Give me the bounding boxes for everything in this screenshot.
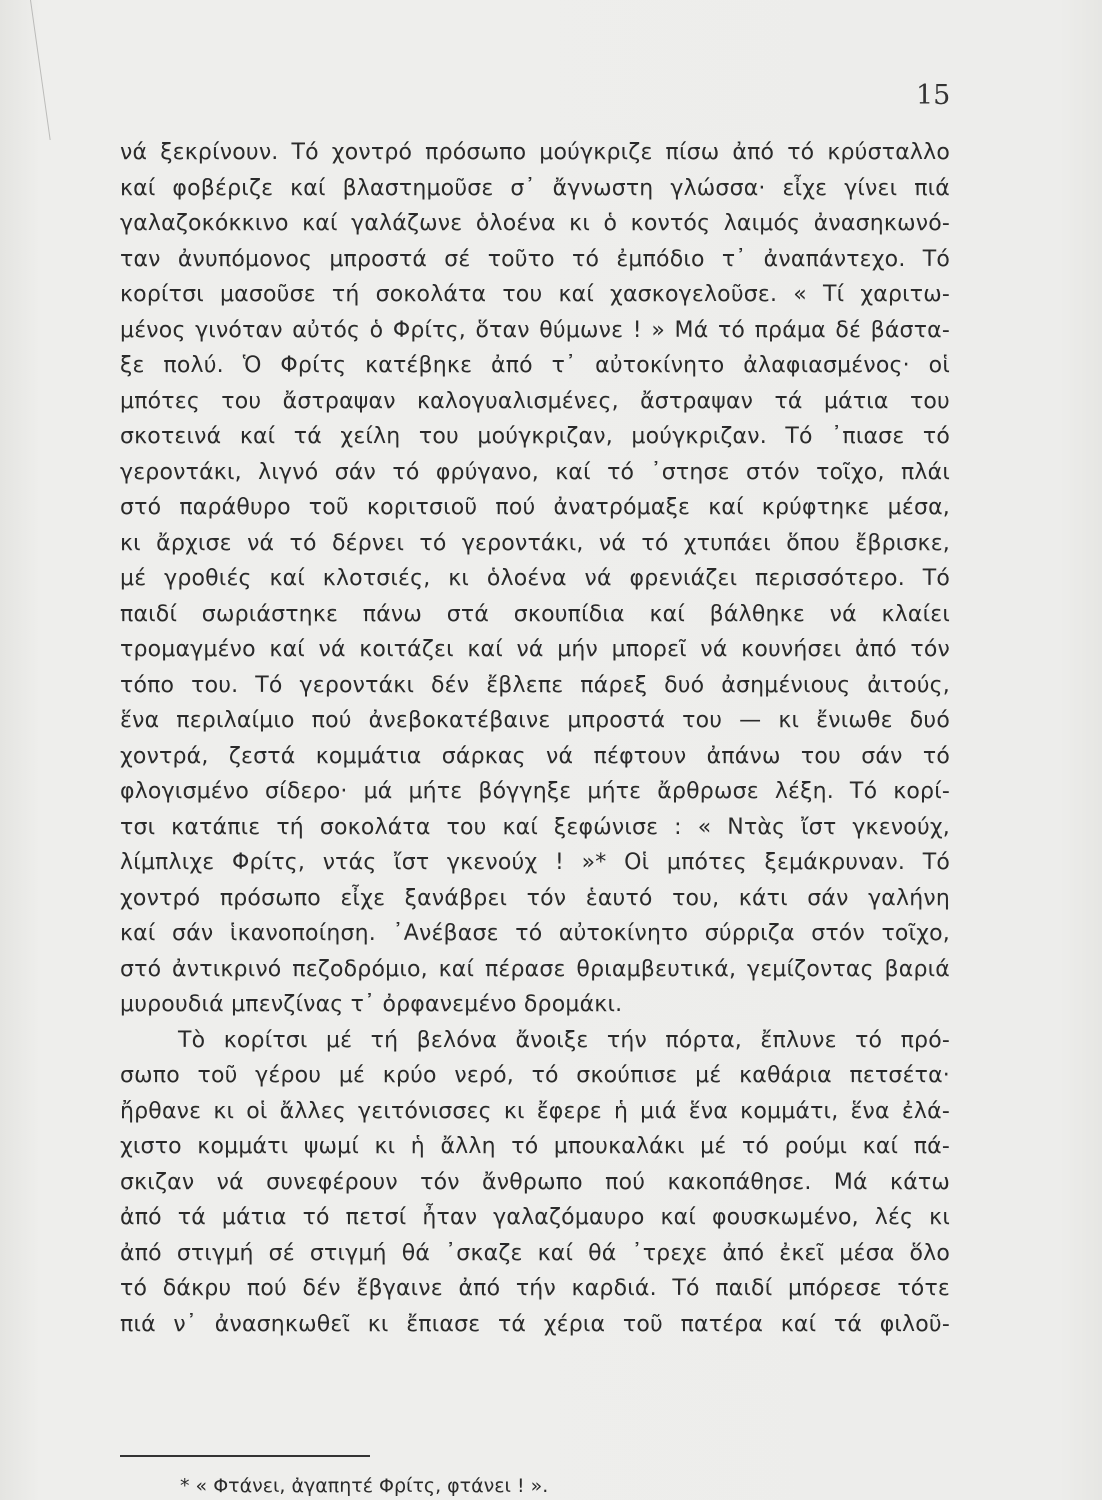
text-line: κορίτσι μασοῦσε τή σοκολάτα του καί χασκογελοῦσε. « Τί χαριτω-	[120, 282, 950, 307]
text-line: τόπο του. Τό γεροντάκι δέν ἔβλεπε πάρεξ δυό ἀσημένιους ἀιτούς,	[120, 672, 950, 698]
text-line: νά ξεκρίνουν. Τό χοντρό πρόσωπο μούγκριζε πίσω ἀπό τό κρύσταλλο	[120, 140, 950, 165]
text-line: Τὸ κορίτσι μέ τή βελόνα ἄνοιξε τήν πόρτα, ἔπλυνε τό πρό-	[178, 1027, 950, 1053]
text-line: τσι κατάπιε τή σοκολάτα του καί ξεφώνισε : « Ντὰς ἴστ γκενούχ,	[120, 814, 950, 840]
text-line: τρομαγμένο καί νά κοιτάζει καί νά μήν μπορεῖ νά κουνήσει ἀπό τόν	[120, 637, 950, 662]
text-line: ἀπό στιγμή σέ στιγμή θά ᾽σκαζε καί θά ᾽τρεχε ἀπό ἐκεῖ μέσα ὅλο	[120, 1240, 950, 1266]
text-line: ξε πολύ. Ὁ Φρίτς κατέβηκε ἀπό τ᾽ αὐτοκίνητο ἀλαφιασμένος· οἱ	[120, 353, 950, 378]
text-line: καί σάν ἱκανοποίηση. ᾽Ανέβασε τό αὐτοκίνητο σύρριζα στόν τοῖχο,	[120, 921, 950, 946]
text-line: ταν ἀνυπόμονος μπροστά σέ τοῦτο τό ἐμπόδιο τ᾽ ἀναπάντεχο. Τό	[120, 246, 950, 272]
text-line: καί φοβέριζε καί βλαστημοῦσε σ᾽ ἄγνωστη γλώσσα· εἶχε γίνει πιά	[120, 175, 950, 201]
text-line: χοντρά, ζεστά κομμάτια σάρκας νά πέφτουν ἀπάνω του σάν τό	[120, 743, 950, 769]
text-line: χιστο κομμάτι ψωμί κι ἡ ἄλλη τό μπουκαλάκι μέ τό ρούμι καί πά-	[120, 1134, 950, 1159]
text-line: χοντρό πρόσωπο εἶχε ξανάβρει τόν ἑαυτό του, κάτι σάν γαλήνη	[120, 885, 950, 911]
text-line: σκιζαν νά συνεφέρουν τόν ἄνθρωπο πού κακοπάθησε. Μά κάτω	[120, 1169, 950, 1195]
text-line: γαλαζοκόκκινο καί γαλάζωνε ὁλοένα κι ὁ κοντός λαιμός ἀνασηκωνό-	[120, 211, 950, 236]
text-line: παιδί σωριάστηκε πάνω στά σκουπίδια καί βάλθηκε νά κλαίει	[120, 601, 950, 627]
text-line: γεροντάκι, λιγνό σάν τό φρύγανο, καί τό ᾽στησε στόν τοῖχο, πλάι	[120, 459, 950, 485]
page-edge	[0, 0, 51, 140]
text-line: μυρουδιά μπενζίνας τ᾽ ὀρφανεμένο δρομάκι.	[120, 992, 623, 1017]
text-line: σωπο τοῦ γέρου μέ κρύο νερό, τό σκούπισε μέ καθάρια πετσέτα·	[120, 1063, 950, 1088]
footnote-rule	[120, 1455, 370, 1457]
text-line: κι ἄρχισε νά τό δέρνει τό γεροντάκι, νά τό χτυπάει ὅπου ἔβρισκε,	[120, 530, 950, 556]
body-text	[120, 135, 950, 1342]
text-line: μπότες του ἄστραψαν καλογυαλισμένες, ἄστραψαν τά μάτια του	[120, 388, 950, 414]
text-line: σκοτεινά καί τά χείλη του μούγκριζαν, μούγκριζαν. Τό ᾽πιασε τό	[120, 424, 950, 449]
text-line: τό δάκρυ πού δέν ἔβγαινε ἀπό τήν καρδιά. Τό παιδί μπόρεσε τότε	[120, 1276, 950, 1301]
text-line: μέ γροθιές καί κλοτσιές, κι ὁλοένα νά φρενιάζει περισσότερο. Τό	[120, 566, 950, 591]
text-line: μένος γινόταν αὐτός ὁ Φρίτς, ὅταν θύμωνε ! » Μά τό πράμα δέ βάστα-	[120, 317, 950, 343]
text-line: στό ἀντικρινό πεζοδρόμιο, καί πέρασε θριαμβευτικά, γεμίζοντας βαριά	[120, 956, 950, 982]
text-line: στό παράθυρο τοῦ κοριτσιοῦ πού ἀνατρόμαξε καί κρύφτηκε μέσα,	[120, 495, 950, 520]
text-line: ἤρθανε κι οἱ ἄλλες γειτόνισσες κι ἔφερε ἡ μιά ἕνα κομμάτι, ἕνα ἐλά-	[120, 1098, 950, 1124]
text-line: ἀπό τά μάτια τό πετσί ἦταν γαλαζόμαυρο καί φουσκωμένο, λές κι	[120, 1205, 950, 1230]
text-line: πιά ν᾽ ἀνασηκωθεῖ κι ἔπιασε τά χέρια τοῦ πατέρα καί τά φιλοῦ-	[120, 1311, 950, 1337]
page-number: 15	[916, 80, 951, 111]
text-line: λίμπλιχε Φρίτς, ντάς ἴστ γκενούχ ! »* Οἱ μπότες ξεμάκρυναν. Τό	[120, 850, 950, 875]
text-line: φλογισμένο σίδερο· μά μήτε βόγγηξε μήτε ἄρθρωσε λέξη. Τό κορί-	[120, 779, 950, 804]
text-line: ἕνα περιλαίμιο πού ἀνεβοκατέβαινε μπροστά του — κι ἔνιωθε δυό	[120, 708, 950, 733]
footnote: * « Φτάνει, ἀγαπητέ Φρίτς, φτάνει ! ».	[180, 1475, 549, 1497]
